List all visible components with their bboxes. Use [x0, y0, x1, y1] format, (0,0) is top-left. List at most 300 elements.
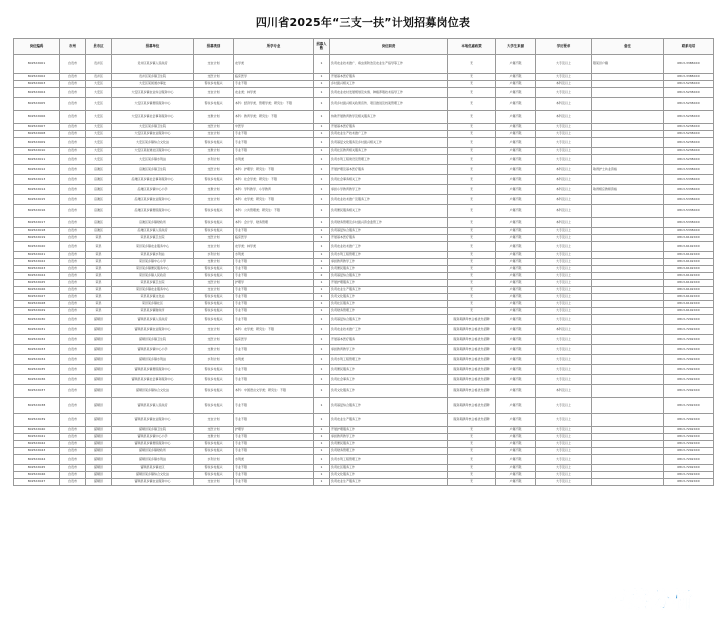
- table-cell: 荣县某乡镇便民服务中心: [112, 266, 194, 273]
- column-header: 招募人数: [314, 39, 330, 55]
- table-cell: 无: [448, 294, 496, 301]
- table-cell: 富顺县某乡镇综合文化站: [112, 385, 194, 398]
- table-cell: 0813-7202XXX: [664, 335, 714, 345]
- table-cell: 8025XX009: [14, 138, 60, 148]
- column-header: 大学生来源: [496, 39, 536, 55]
- table-row: [14, 427, 714, 434]
- table-cell: 大专及以上: [536, 414, 592, 427]
- table-cell: 1: [314, 448, 330, 455]
- table-cell: 自贡市: [60, 479, 86, 486]
- table-cell: 自贡市: [60, 465, 86, 472]
- table-cell: 本科：经济学类、管理学类；研究生：不限: [234, 98, 314, 111]
- table-cell: 负责水利工程管理工作: [330, 252, 448, 259]
- table-cell: 自贡市: [60, 345, 86, 355]
- table-cell: 户籍不限: [496, 287, 536, 294]
- table-cell: 水利计划: [194, 155, 234, 165]
- table-cell: [592, 242, 664, 252]
- table-cell: 本科及以上: [536, 195, 592, 205]
- table-row: [14, 385, 714, 398]
- table-cell: 负责农业生产技术推广工作: [330, 131, 448, 138]
- table-cell: 农学类: [234, 55, 314, 74]
- table-cell: 1: [314, 148, 330, 155]
- table-cell: 专业不限: [234, 365, 314, 375]
- table-cell: 8025XX027: [14, 294, 60, 301]
- table-cell: 大专及以上: [536, 74, 592, 81]
- table-cell: [592, 455, 664, 465]
- table-row: [14, 124, 714, 131]
- column-header: 联系电话: [664, 39, 714, 55]
- table-cell: 自贡市: [60, 280, 86, 287]
- table-cell: 8025XX019: [14, 235, 60, 242]
- table-cell: 户籍不限: [496, 98, 536, 111]
- table-cell: 户籍不限: [496, 375, 536, 385]
- table-cell: 支教计划: [194, 434, 234, 441]
- table-cell: [592, 280, 664, 287]
- table-cell: 1: [314, 228, 330, 235]
- table-cell: 1: [314, 185, 330, 195]
- table-cell: 8025XX039: [14, 414, 60, 427]
- table-cell: 自贡市: [60, 185, 86, 195]
- table-cell: 富顺县: [86, 434, 112, 441]
- table-cell: 户籍不限: [496, 365, 536, 375]
- table-cell: 专业不限: [234, 448, 314, 455]
- table-cell: 大专及以上: [536, 301, 592, 308]
- table-cell: 8025XX007: [14, 124, 60, 131]
- table-cell: 支教计划: [194, 185, 234, 195]
- table-cell: 帮扶乡村振兴: [194, 273, 234, 280]
- table-cell: 荣县某乡镇社区: [112, 301, 194, 308]
- table-row: [14, 111, 714, 124]
- table-cell: 支教计划: [194, 111, 234, 124]
- table-cell: 自贡市: [60, 98, 86, 111]
- table-cell: 大专及以上: [536, 242, 592, 252]
- table-cell: 自贡市: [60, 427, 86, 434]
- table-cell: [592, 465, 664, 472]
- table-cell: 自贡市: [60, 287, 86, 294]
- table-cell: 户籍不限: [496, 138, 536, 148]
- table-cell: 户籍不限: [496, 195, 536, 205]
- table-cell: 专业不限: [234, 465, 314, 472]
- table-cell: 自贡市: [60, 375, 86, 385]
- table-cell: 承担小学教育教学工作: [330, 185, 448, 195]
- table-cell: 0813-7202XXX: [664, 315, 714, 325]
- table-cell: 1: [314, 165, 330, 175]
- table-cell: 支医计划: [194, 427, 234, 434]
- table-cell: 8025XX040: [14, 427, 60, 434]
- table-cell: 富顺县: [86, 479, 112, 486]
- table-cell: 自贡市: [60, 55, 86, 74]
- table-cell: 富顺县: [86, 345, 112, 355]
- watermark-logo: [604, 584, 718, 614]
- table-cell: 无: [448, 138, 496, 148]
- table-cell: 专业不限: [234, 228, 314, 235]
- table-cell: 自贡市: [60, 88, 86, 98]
- table-cell: 无: [448, 434, 496, 441]
- table-cell: 0813-6102XXX: [664, 280, 714, 287]
- table-cell: 大安区: [86, 88, 112, 98]
- table-cell: [592, 434, 664, 441]
- table-cell: 开展护理及基本医疗服务: [330, 165, 448, 175]
- table-cell: 大专及以上: [536, 88, 592, 98]
- table-cell: 0813-5338XXX: [664, 228, 714, 235]
- table-cell: 荣县: [86, 252, 112, 259]
- table-cell: 无: [448, 195, 496, 205]
- column-header: 学历要求: [536, 39, 592, 55]
- table-cell: 0813-5238XXX: [664, 148, 714, 155]
- table-cell: 8025XX012: [14, 165, 60, 175]
- table-cell: 0813-6102XXX: [664, 287, 714, 294]
- table-cell: 荣县某乡镇财政所: [112, 308, 194, 315]
- table-cell: 户籍不限: [496, 345, 536, 355]
- table-row: [14, 218, 714, 228]
- table-cell: [592, 175, 664, 185]
- table-cell: 水利计划: [194, 252, 234, 259]
- table-cell: 富顺县: [86, 375, 112, 385]
- table-cell: 自贡市: [60, 455, 86, 465]
- table-cell: 帮扶乡村振兴: [194, 205, 234, 218]
- table-row: [14, 398, 714, 414]
- table-cell: 8025XX025: [14, 280, 60, 287]
- table-cell: [592, 479, 664, 486]
- table-cell: [592, 88, 664, 98]
- table-cell: 自贡市: [60, 124, 86, 131]
- table-row: [14, 185, 714, 195]
- table-cell: 水利计划: [194, 355, 234, 365]
- table-cell: 8025XX046: [14, 472, 60, 479]
- table-cell: 0813-6102XXX: [664, 301, 714, 308]
- table-cell: 户籍不限: [496, 266, 536, 273]
- table-cell: 0813-5338XXX: [664, 185, 714, 195]
- table-cell: 专业不限: [234, 287, 314, 294]
- table-cell: 户籍不限: [496, 242, 536, 252]
- table-cell: 负责农业技术推广工作: [330, 325, 448, 335]
- table-cell: 沿滩区某乡镇中心小学: [112, 185, 194, 195]
- table-cell: 帮扶乡村振兴: [194, 138, 234, 148]
- table-cell: 1: [314, 218, 330, 228]
- table-cell: 自贡市: [60, 111, 86, 124]
- table-row: [14, 294, 714, 301]
- table-cell: 贡井区: [86, 74, 112, 81]
- column-header: 岗位编码: [14, 39, 60, 55]
- table-cell: 专业不限: [234, 294, 314, 301]
- table-cell: 自贡市: [60, 155, 86, 165]
- table-cell: 本科及以上: [536, 385, 592, 398]
- table-cell: 农业类；林学类: [234, 88, 314, 98]
- table-cell: [592, 148, 664, 155]
- table-cell: [592, 235, 664, 242]
- table-cell: 0813-6102XXX: [664, 294, 714, 301]
- table-row: [14, 195, 714, 205]
- table-cell: 大安区: [86, 131, 112, 138]
- table-row: [14, 345, 714, 355]
- table-cell: 1: [314, 259, 330, 266]
- table-cell: 支医计划: [194, 235, 234, 242]
- table-cell: 本科及以上: [536, 205, 592, 218]
- table-cell: 负责社会事务工作: [330, 375, 448, 385]
- table-cell: 负责水利工程管理工作: [330, 355, 448, 365]
- table-cell: 专业不限: [234, 375, 314, 385]
- table-cell: 0813-7202XXX: [664, 355, 714, 365]
- table-cell: 8025XX011: [14, 155, 60, 165]
- table-cell: 沿滩区: [86, 218, 112, 228]
- table-cell: 无: [448, 427, 496, 434]
- table-cell: 负责文化服务工作: [330, 472, 448, 479]
- table-cell: 无: [448, 235, 496, 242]
- table-cell: 富顺县: [86, 414, 112, 427]
- table-cell: 中医学: [234, 124, 314, 131]
- table-cell: 荣县某乡镇文化站: [112, 294, 194, 301]
- table-cell: 专业不限: [234, 472, 314, 479]
- table-cell: 0813-7202XXX: [664, 427, 714, 434]
- table-cell: 8025XX014: [14, 185, 60, 195]
- table-cell: [592, 74, 664, 81]
- table-cell: 富顺县: [86, 325, 112, 335]
- table-cell: 自贡市: [60, 218, 86, 228]
- column-header: 招募类别: [194, 39, 234, 55]
- table-cell: 专业不限: [234, 479, 314, 486]
- table-cell: 荣县: [86, 266, 112, 273]
- table-cell: 大专及以上: [536, 266, 592, 273]
- table-cell: 富顺县某乡镇水利站: [112, 355, 194, 365]
- table-cell: 8025XX038: [14, 398, 60, 414]
- table-cell: 负责财务管理工作: [330, 308, 448, 315]
- table-cell: 户籍不限: [496, 205, 536, 218]
- table-cell: 自贡市: [60, 355, 86, 365]
- table-cell: 大专及以上: [536, 138, 592, 148]
- table-cell: 负责农业农村发展规划及实施、种植养殖技术指导工作: [330, 88, 448, 98]
- table-cell: 富顺县某乡镇人民政府: [112, 398, 194, 414]
- table-row: [14, 479, 714, 486]
- table-cell: 大专及以上: [536, 345, 592, 355]
- table-cell: 户籍不限: [496, 259, 536, 266]
- table-cell: 大专及以上: [536, 308, 592, 315]
- table-cell: 大安区: [86, 155, 112, 165]
- table-cell: 无: [448, 88, 496, 98]
- table-cell: [592, 414, 664, 427]
- table-cell: 1: [314, 280, 330, 287]
- table-cell: 大专及以上: [536, 259, 592, 266]
- table-cell: 服务期满考核合格优先招聘: [448, 414, 496, 427]
- table-cell: 大安区某乡镇便民服务中心: [112, 98, 194, 111]
- table-cell: 大安区某街道办事处: [112, 81, 194, 88]
- table-cell: 专业不限: [234, 414, 314, 427]
- table-cell: 户籍不限: [496, 355, 536, 365]
- table-cell: 1: [314, 441, 330, 448]
- table-cell: 8025XX010: [14, 148, 60, 155]
- table-cell: 大专及以上: [536, 455, 592, 465]
- table-cell: 8025XX008: [14, 131, 60, 138]
- table-body: [14, 55, 714, 486]
- table-cell: [592, 218, 664, 228]
- table-cell: 户籍不限: [496, 301, 536, 308]
- table-cell: 富顺县: [86, 465, 112, 472]
- table-cell: 开展基本医疗服务: [330, 74, 448, 81]
- table-cell: 支农计划: [194, 414, 234, 427]
- table-cell: 帮扶乡村振兴: [194, 308, 234, 315]
- table-cell: 服务期满考核合格优先招聘: [448, 355, 496, 365]
- table-row: [14, 273, 714, 280]
- table-cell: 负责便民服务工作: [330, 365, 448, 375]
- table-cell: 0813-7202XXX: [664, 441, 714, 448]
- table-cell: 1: [314, 315, 330, 325]
- table-cell: 开展护理服务工作: [330, 280, 448, 287]
- table-cell: 沿滩区: [86, 165, 112, 175]
- table-cell: 户籍不限: [496, 81, 536, 88]
- table-cell: 负责农业生产服务工作: [330, 287, 448, 294]
- table-cell: 8025XX004: [14, 88, 60, 98]
- table-cell: 帮扶乡村振兴: [194, 301, 234, 308]
- table-cell: 大专及以上: [536, 131, 592, 138]
- column-header: 市州: [60, 39, 86, 55]
- table-cell: 自贡市: [60, 148, 86, 155]
- table-cell: 负责农业技术推广及服务工作: [330, 195, 448, 205]
- column-header: 招募单位: [112, 39, 194, 55]
- table-cell: 服务期满考核合格优先招聘: [448, 345, 496, 355]
- table-cell: 1: [314, 195, 330, 205]
- table-cell: 专业不限: [234, 301, 314, 308]
- table-cell: 专业不限: [234, 138, 314, 148]
- table-cell: 本科：公共管理类；研究生：不限: [234, 205, 314, 218]
- table-cell: 大专及以上: [536, 465, 592, 472]
- table-cell: 荣县: [86, 287, 112, 294]
- table-cell: [592, 111, 664, 124]
- table-cell: [592, 325, 664, 335]
- table-cell: 荣县某乡镇农业服务中心: [112, 287, 194, 294]
- table-row: [14, 375, 714, 385]
- table-cell: 户籍不限: [496, 294, 536, 301]
- table-cell: 富顺县某乡镇财政所: [112, 448, 194, 455]
- table-cell: 支农计划: [194, 88, 234, 98]
- column-header: 本地优惠政策: [448, 39, 496, 55]
- table-cell: 自贡市: [60, 335, 86, 345]
- table-cell: 无: [448, 301, 496, 308]
- table-cell: 富顺县某乡镇社区: [112, 465, 194, 472]
- table-cell: 帮扶乡村振兴: [194, 448, 234, 455]
- table-cell: 帮扶乡村振兴: [194, 441, 234, 448]
- table-cell: [592, 448, 664, 455]
- table-cell: 负责便民服务相关工作: [330, 205, 448, 218]
- table-cell: 本科及以上: [536, 165, 592, 175]
- table-cell: 专业不限: [234, 308, 314, 315]
- table-cell: 8025XX022: [14, 259, 60, 266]
- table-cell: 1: [314, 455, 330, 465]
- table-cell: 荣县: [86, 280, 112, 287]
- table-cell: 负责财务管理及乡村振兴资金监管工作: [330, 218, 448, 228]
- table-row: [14, 205, 714, 218]
- table-cell: 1: [314, 155, 330, 165]
- table-cell: 负责农业技术推广、病虫害防治及农业生产指导等工作: [330, 55, 448, 74]
- table-cell: 户籍不限: [496, 434, 536, 441]
- table-cell: 专业不限: [234, 398, 314, 414]
- table-cell: 本科：护理学；研究生：不限: [234, 165, 314, 175]
- table-cell: 大安区: [86, 124, 112, 131]
- table-cell: [592, 273, 664, 280]
- table-cell: 户籍不限: [496, 235, 536, 242]
- table-cell: 无: [448, 308, 496, 315]
- table-cell: 乡村振兴相关工作: [330, 81, 448, 88]
- table-cell: 开展基本医疗服务: [330, 235, 448, 242]
- table-row: [14, 335, 714, 345]
- table-row: [14, 355, 714, 365]
- table-cell: 户籍不限: [496, 228, 536, 235]
- table-cell: 自贡市: [60, 398, 86, 414]
- table-cell: 大安区某街道社区服务中心: [112, 148, 194, 155]
- table-cell: 0813-6102XXX: [664, 259, 714, 266]
- table-cell: 富顺县某乡镇中心小学: [112, 434, 194, 441]
- table-cell: 无: [448, 218, 496, 228]
- table-cell: 大专及以上: [536, 273, 592, 280]
- table-cell: 户籍不限: [496, 385, 536, 398]
- table-cell: 沿滩区某乡镇财政所: [112, 218, 194, 228]
- table-cell: 水利类: [234, 252, 314, 259]
- table-cell: 0813-7202XXX: [664, 365, 714, 375]
- table-cell: 自贡市: [60, 448, 86, 455]
- table-cell: 0813-7202XXX: [664, 479, 714, 486]
- table-cell: 1: [314, 138, 330, 148]
- table-cell: 本科及以上: [536, 98, 592, 111]
- table-cell: 1: [314, 479, 330, 486]
- table-row: [14, 228, 714, 235]
- table-cell: 沿滩区: [86, 205, 112, 218]
- table-cell: 负责水利工程管理工作: [330, 455, 448, 465]
- table-cell: 1: [314, 98, 330, 111]
- table-cell: 富顺县某乡镇农业服务中心: [112, 325, 194, 335]
- table-cell: 0813-6102XXX: [664, 308, 714, 315]
- table-cell: [592, 287, 664, 294]
- table-cell: 富顺县: [86, 315, 112, 325]
- table-cell: 户籍不限: [496, 88, 536, 98]
- table-row: [14, 259, 714, 266]
- table-cell: 荣县某乡镇水利站: [112, 252, 194, 259]
- table-row: [14, 131, 714, 138]
- document-title: 四川省2025年“三支一扶”计划招募岗位表: [255, 16, 471, 29]
- table-cell: 富顺县: [86, 355, 112, 365]
- column-header: 县市区: [86, 39, 112, 55]
- table-cell: 本科及以上: [536, 185, 592, 195]
- table-cell: 富顺县某乡镇农业服务中心: [112, 479, 194, 486]
- table-cell: 1: [314, 472, 330, 479]
- table-row: [14, 441, 714, 448]
- table-cell: 户籍不限: [496, 455, 536, 465]
- table-cell: 支农计划: [194, 479, 234, 486]
- table-cell: 专业不限: [234, 259, 314, 266]
- table-cell: 负责基层文化服务及乡村振兴相关工作: [330, 138, 448, 148]
- table-cell: 8025XX028: [14, 301, 60, 308]
- table-cell: 服务期满考核合格优先招聘: [448, 385, 496, 398]
- table-cell: 8025XX016: [14, 205, 60, 218]
- table-cell: 帮扶乡村振兴: [194, 175, 234, 185]
- table-cell: 户籍不限: [496, 441, 536, 448]
- table-cell: 8025XX015: [14, 195, 60, 205]
- table-row: [14, 315, 714, 325]
- table-cell: 自贡市: [60, 266, 86, 273]
- table-cell: 大专及以上: [536, 427, 592, 434]
- table-cell: 户籍不限: [496, 124, 536, 131]
- table-cell: 1: [314, 175, 330, 185]
- table-cell: 8025XX017: [14, 218, 60, 228]
- table-cell: 大专及以上: [536, 287, 592, 294]
- table-row: [14, 242, 714, 252]
- table-cell: 8025XX047: [14, 479, 60, 486]
- table-cell: 荣县: [86, 235, 112, 242]
- table-cell: 大安区某乡镇农业服务中心: [112, 131, 194, 138]
- table-cell: 专业不限: [234, 434, 314, 441]
- table-cell: 大专及以上: [536, 55, 592, 74]
- table-cell: 负责财务管理工作: [330, 448, 448, 455]
- table-cell: 沿滩区某乡镇社会事务服务中心: [112, 175, 194, 185]
- table-cell: 0813-7202XXX: [664, 434, 714, 441]
- table-cell: 贡井区某乡镇人民政府: [112, 55, 194, 74]
